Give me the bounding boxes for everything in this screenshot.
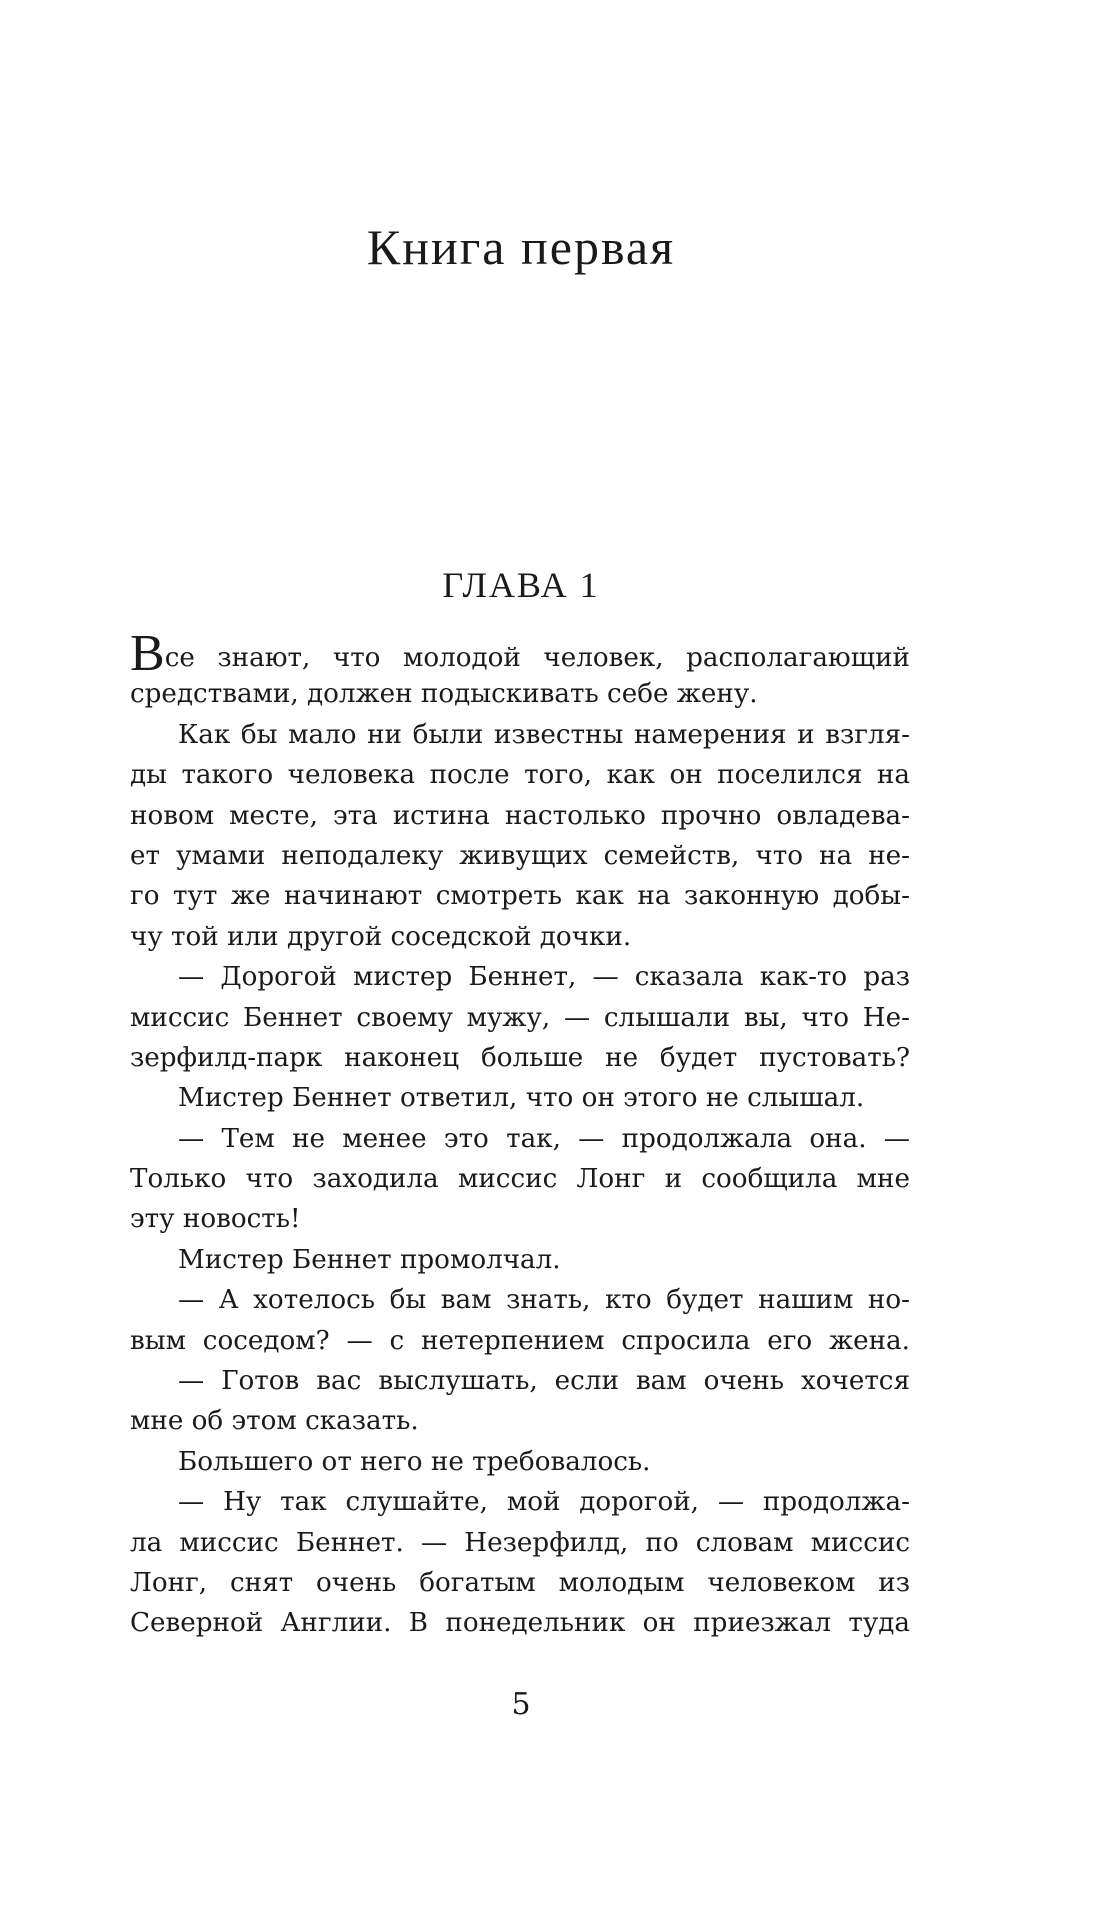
text-line: вым соседом? — с нетерпением спросила его жена.: [130, 1325, 910, 1356]
text-line: ла миссис Беннет. — Незерфилд, по словам миссис: [130, 1527, 910, 1558]
text-line: — Ну так слушайте, мой дорогой, — продолжа-: [178, 1487, 910, 1518]
chapter-body: [130, 625, 910, 1644]
text-line: средствами, должен подыскивать себе жену.: [130, 679, 758, 710]
text-line: го тут же начинают смотреть как на законную добы-: [130, 881, 910, 912]
drop-cap: В: [130, 625, 165, 682]
chapter-title: ГЛАВА 1: [442, 565, 600, 605]
first-line-text: се знают, что молодой человек, располагающий: [164, 643, 910, 673]
text-line: — Дорогой мистер Беннет, — сказала как-то раз: [178, 962, 910, 993]
text-line: чу той или другой соседской дочки.: [130, 921, 632, 952]
text-line: ет умами неподалеку живущих семейств, что на не-: [130, 840, 910, 871]
page-number: 5: [511, 1687, 531, 1722]
text-line: зерфилд-парк наконец больше не будет пустовать?: [130, 1042, 910, 1073]
book-title: Книга первая: [366, 219, 676, 275]
text-line: Только что заходила миссис Лонг и сообщила мне: [130, 1164, 910, 1195]
text-line: — Тем не менее это так, — продолжала она. —: [178, 1123, 910, 1154]
text-line: миссис Беннет своему мужу, — слышали вы, что Не-: [130, 1002, 910, 1033]
text-line: Мистер Беннет промолчал.: [178, 1244, 561, 1275]
text-line: — Готов вас выслушать, если вам очень хочется: [178, 1366, 910, 1397]
text-line: ды такого человека после того, как он поселился на: [130, 760, 910, 791]
text-line: — А хотелось бы вам знать, кто будет нашим но-: [178, 1285, 910, 1316]
text-line-first: [130, 625, 910, 682]
text-line: Большего от него не требовалось.: [178, 1446, 651, 1477]
text-line: Северной Англии. В понедельник он приезжал туда: [130, 1608, 910, 1639]
text-line: эту новость!: [130, 1204, 301, 1235]
text-line: новом месте, эта истина настолько прочно овладева-: [130, 800, 910, 831]
text-line: Как бы мало ни были известны намерения и взгля-: [178, 719, 910, 750]
text-line: мне об этом сказать.: [130, 1406, 419, 1437]
text-line: Мистер Беннет ответил, что он этого не слышал.: [178, 1083, 865, 1114]
text-line: Лонг, снят очень богатым молодым человеком из: [130, 1567, 910, 1598]
